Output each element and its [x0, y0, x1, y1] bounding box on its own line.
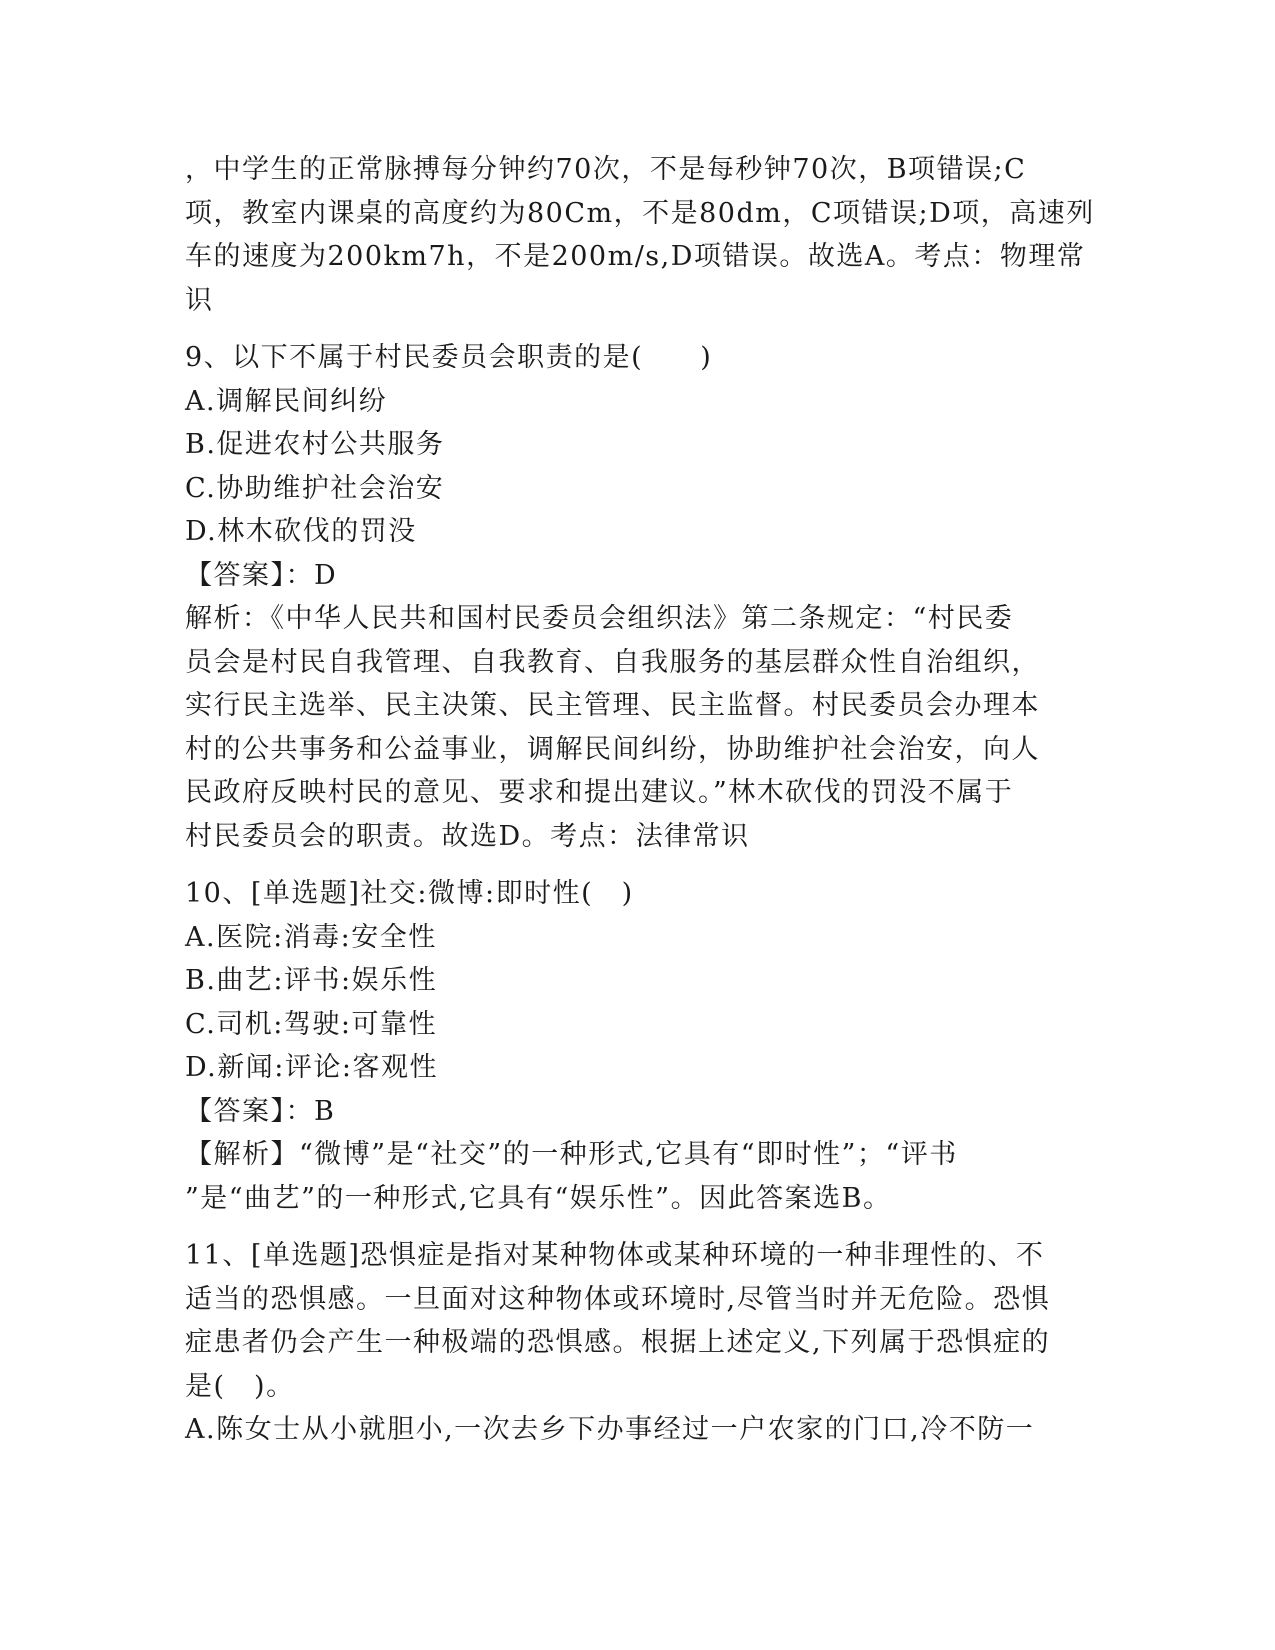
explanation-line: ”是“曲艺”的一种形式,它具有“娱乐性”。因此答案选B。	[185, 1182, 892, 1214]
text-line: 识	[185, 284, 214, 316]
option-a: A.陈女士从小就胆小,一次去乡下办事经过一户农家的门口,冷不防一	[185, 1414, 1035, 1445]
question-text: 适当的恐惧感。一旦面对这种物体或环境时,尽管当时并无危险。恐惧	[185, 1283, 1051, 1315]
explanation-line: 村民委员会的职责。故选D。考点：法律常识	[185, 820, 750, 852]
text-line: ，中学生的正常脉搏每分钟约70次，不是每秒钟70次，B项错误;C	[185, 154, 1027, 185]
explanation-line: 员会是村民自我管理、自我教育、自我服务的基层群众性自治组织，	[185, 646, 1040, 678]
option-d: D.林木砍伐的罚没	[185, 516, 417, 547]
text-line: 车的速度为200km7h，不是200m/s,D项错误。故选A。考点：物理常	[185, 241, 1086, 272]
explanation-line: 【解析】“微博”是“社交”的一种形式,它具有“即时性”；“评书	[185, 1139, 958, 1170]
explanation-line: 实行民主选举、民主决策、民主管理、民主监督。村民委员会办理本	[185, 690, 1040, 721]
question-text: 9、以下不属于村民委员会职责的是( )	[185, 342, 713, 373]
question-9	[185, 336, 1065, 858]
answer: 【答案】：B	[185, 1095, 336, 1127]
explanation-line: 解析：《中华人民共和国村民委员会组织法》第二条规定：“村民委	[185, 603, 1014, 634]
option-c: C.协助维护社会治安	[185, 472, 445, 504]
question-10	[185, 872, 1065, 1220]
option-d: D.新闻:评论:客观性	[185, 1052, 438, 1083]
question-text: 症患者仍会产生一种极端的恐惧感。根据上述定义,下列属于恐惧症的	[185, 1327, 1051, 1358]
text-line: 项，教室内课桌的高度约为80Cm，不是80dm，C项错误;D项，高速列	[185, 197, 1095, 229]
option-b: B.曲艺:评书:娱乐性	[185, 965, 438, 996]
option-b: B.促进农村公共服务	[185, 429, 445, 460]
option-a: A.医院:消毒:安全性	[185, 921, 437, 953]
question-11	[185, 1234, 1065, 1452]
question-text: 11、[单选题]恐惧症是指对某种物体或某种环境的一种非理性的、不	[185, 1240, 1045, 1271]
explanation-line: 村的公共事务和公益事业，调解民间纠纷，协助维护社会治安，向人	[185, 733, 1040, 765]
prev-explanation	[185, 148, 1095, 322]
option-a: A.调解民间纠纷	[185, 385, 388, 417]
explanation-line: 民政府反映村民的意见、要求和提出建议。”林木砍伐的罚没不属于	[185, 777, 1014, 808]
document-page	[185, 148, 1095, 1452]
answer: 【答案】：D	[185, 559, 338, 591]
question-text: 是( )。	[185, 1370, 295, 1402]
option-c: C.司机:驾驶:可靠性	[185, 1008, 437, 1040]
question-text: 10、[单选题]社交:微博:即时性( )	[185, 878, 634, 909]
